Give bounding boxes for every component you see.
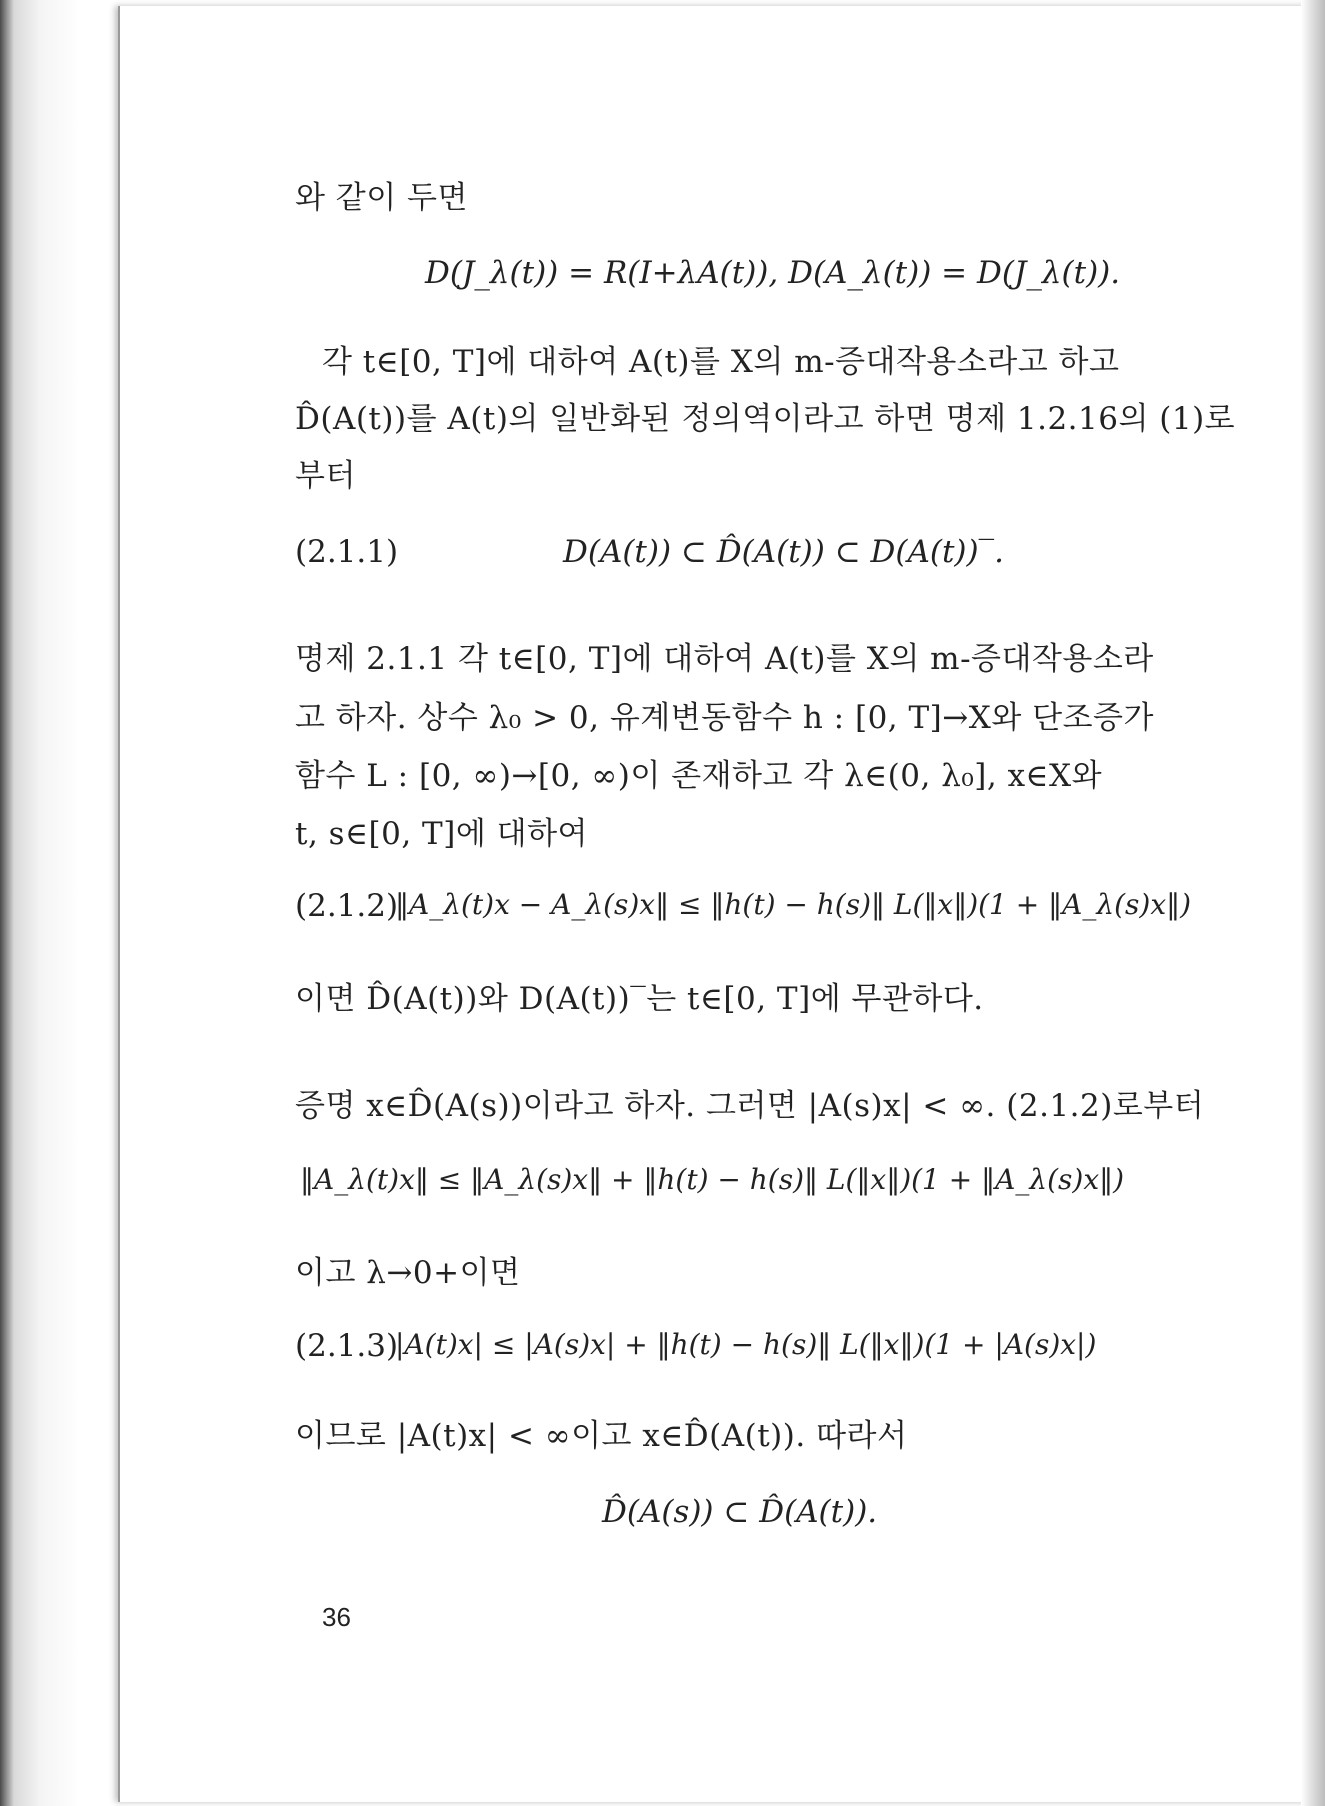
text-line: t, s∈[0, T]에 대하여 <box>295 816 588 852</box>
text-line: D̂(A(t))를 A(t)의 일반화된 정의역이라고 하면 명제 1.2.16의 (1)로 <box>295 401 1236 437</box>
equation-number: (2.1.1) <box>295 534 399 570</box>
text-line: 부터 <box>295 458 356 494</box>
equation: D(A(t)) ⊂ D̂(A(t)) ⊂ D(A(t))‾. <box>563 534 1004 570</box>
page-edge-shadow <box>1301 0 1325 1806</box>
text-line: 이고 λ→0+이면 <box>295 1255 521 1291</box>
text-line: 각 t∈[0, T]에 대하여 A(t)를 X의 m-증대작용소라고 하고 <box>322 344 1120 380</box>
text-line: 고 하자. 상수 λ₀ > 0, 유계변동함수 h : [0, T]→X와 단조증가 <box>295 700 1154 736</box>
text-line: 와 같이 두면 <box>295 180 468 216</box>
equation-number: (2.1.3) <box>295 1328 399 1364</box>
equation: |A(t)x| ≤ |A(s)x| + ‖h(t) − h(s)‖ L(‖x‖)(1 + |A(s)x|) <box>395 1328 1097 1361</box>
equation: D(J_λ(t)) = R(I+λA(t)), D(A_λ(t)) = D(J_λ(t)). <box>425 255 1121 291</box>
equation: ‖A_λ(t)x‖ ≤ ‖A_λ(s)x‖ + ‖h(t) − h(s)‖ L(‖x‖)(1 + ‖A_λ(s)x‖) <box>300 1163 1125 1196</box>
equation: D̂(A(s)) ⊂ D̂(A(t)). <box>602 1494 878 1530</box>
page-number: 36 <box>322 1602 351 1632</box>
text-line: 명제 2.1.1 각 t∈[0, T]에 대하여 A(t)를 X의 m-증대작용소라 <box>295 641 1154 677</box>
equation: ‖A_λ(t)x − A_λ(s)x‖ ≤ ‖h(t) − h(s)‖ L(‖x‖)(1 + ‖A_λ(s)x‖) <box>395 888 1192 921</box>
text-line: 함수 L : [0, ∞)→[0, ∞)이 존재하고 각 λ∈(0, λ₀], x∈X와 <box>295 758 1103 794</box>
text-line: 이면 D̂(A(t))와 D(A(t))‾는 t∈[0, T]에 무관하다. <box>295 981 984 1017</box>
text-line: 이므로 |A(t)x| < ∞이고 x∈D̂(A(t)). 따라서 <box>295 1418 908 1454</box>
text-line: 증명 x∈D̂(A(s))이라고 하자. 그러면 |A(s)x| < ∞. (2.1.2)로부터 <box>295 1088 1205 1124</box>
equation-number: (2.1.2) <box>295 888 399 924</box>
